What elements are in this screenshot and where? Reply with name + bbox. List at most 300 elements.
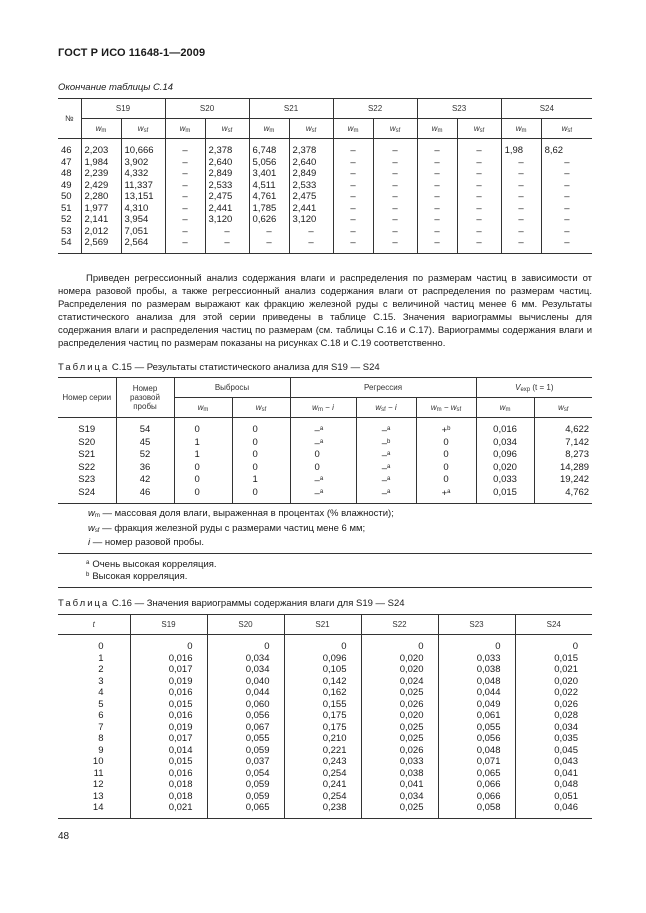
table-cell: 0,026 — [361, 745, 438, 757]
table-cell: – — [457, 237, 501, 253]
table-cell: 0,015 — [130, 699, 207, 711]
table-cell: – — [373, 203, 417, 215]
table-row — [58, 437, 592, 450]
table-cell: 0,034 — [207, 664, 284, 676]
table-cell: 0,061 — [438, 710, 515, 722]
table14-series-header: S19 — [81, 99, 165, 119]
table-cell: – — [333, 191, 373, 203]
table-cell: –$^a$ — [290, 474, 356, 487]
table-cell: – — [333, 180, 373, 192]
table-cell: – — [333, 237, 373, 253]
table-cell: 3,902 — [121, 157, 165, 169]
table-cell: –$^a$ — [356, 462, 416, 475]
table-cell: 52 — [58, 214, 81, 226]
table-cell: 2,239 — [81, 168, 121, 180]
table14-wm-header: wm — [81, 119, 121, 139]
table-cell: 0,254 — [284, 768, 361, 780]
table-cell: 0,034 — [476, 437, 534, 450]
table-cell: 0,021 — [130, 802, 207, 818]
table-cell: – — [373, 180, 417, 192]
table-cell: 0 — [130, 635, 207, 653]
table-cell: – — [333, 214, 373, 226]
table-cell: 0,175 — [284, 722, 361, 734]
legend-wsf: wsf — фракция железной руды с размерами частиц мене 6 мм; — [88, 522, 366, 534]
table-cell: 0,025 — [361, 733, 438, 745]
table-cell: – — [541, 214, 592, 226]
table-cell: 53 — [58, 226, 81, 238]
table-cell: – — [457, 214, 501, 226]
table-cell: 3,954 — [121, 214, 165, 226]
table-row — [58, 237, 592, 253]
table-cell: 0,056 — [438, 733, 515, 745]
table-cell: – — [417, 237, 457, 253]
table14-wm-header: wm — [501, 119, 541, 139]
table-cell: 4,332 — [121, 168, 165, 180]
table-cell: 0,626 — [249, 214, 289, 226]
table-cell: –$^a$ — [290, 487, 356, 504]
table14-wm-header: wm — [417, 119, 457, 139]
table-cell: 3 — [58, 676, 130, 688]
table-cell: 10 — [58, 756, 130, 768]
table-cell: 0 — [207, 635, 284, 653]
table-cell: 4,511 — [249, 180, 289, 192]
table-cell: 0 — [290, 462, 356, 475]
table-cell: 0,016 — [130, 768, 207, 780]
table-cell: 2,569 — [81, 237, 121, 253]
table-cell: 0,022 — [515, 687, 592, 699]
table-cell: 1 — [174, 449, 232, 462]
table-cell: 0,018 — [130, 791, 207, 803]
table-cell: 0 — [438, 635, 515, 653]
table-cell: 49 — [58, 180, 81, 192]
table16-series-header: S24 — [515, 615, 592, 635]
body-paragraph — [58, 272, 592, 350]
table-cell: 0,046 — [515, 802, 592, 818]
footnote-a: $^a$ Очень высокая корреляция. — [86, 558, 217, 570]
table-cell: 0,044 — [438, 687, 515, 699]
table-cell: 0,016 — [130, 687, 207, 699]
table-cell: 2,141 — [81, 214, 121, 226]
table-cell: 0,025 — [361, 687, 438, 699]
table14-series-header: S24 — [501, 99, 592, 119]
table-cell: 0,037 — [207, 756, 284, 768]
table-cell: – — [165, 191, 205, 203]
table-cell: 0,019 — [130, 722, 207, 734]
table-cell: 0,043 — [515, 756, 592, 768]
table-cell: 1,977 — [81, 203, 121, 215]
table-cell: 0,243 — [284, 756, 361, 768]
table-cell: 13,151 — [121, 191, 165, 203]
table-cell: 0,059 — [207, 779, 284, 791]
table-cell: – — [373, 237, 417, 253]
table-cell: 0,105 — [284, 664, 361, 676]
table-row — [58, 779, 592, 791]
table-cell: 3,120 — [205, 214, 249, 226]
table-row — [58, 474, 592, 487]
table-cell: – — [373, 168, 417, 180]
table-cell: 2 — [58, 664, 130, 676]
table-cell: 0 — [232, 449, 290, 462]
table-cell: – — [541, 191, 592, 203]
table-row — [58, 449, 592, 462]
standard-title: ГОСТ Р ИСО 11648-1—2009 — [58, 47, 206, 59]
table-cell: 0,038 — [361, 768, 438, 780]
table-cell: 0,055 — [438, 722, 515, 734]
table-cell: 0,017 — [130, 733, 207, 745]
table-cell: 3,401 — [249, 168, 289, 180]
table16-series-header: S19 — [130, 615, 207, 635]
table-cell: 0 — [416, 462, 476, 475]
table-cell: 54 — [58, 237, 81, 253]
table-cell: 0 — [58, 635, 130, 653]
table-cell: 0,162 — [284, 687, 361, 699]
table-cell: 0,038 — [438, 664, 515, 676]
table-cell: 2,640 — [205, 157, 249, 169]
table-cell: 0,096 — [284, 653, 361, 665]
table-cell: 0,096 — [476, 449, 534, 462]
table-cell: 50 — [58, 191, 81, 203]
table-row — [58, 214, 592, 226]
table-cell: S23 — [58, 474, 116, 487]
table-cell: 2,441 — [289, 203, 333, 215]
table14-wsf-header: wsf — [121, 119, 165, 139]
table-cell: 0 — [416, 437, 476, 450]
table-cell: – — [457, 139, 501, 157]
table-cell: 46 — [58, 139, 81, 157]
table-cell: 6 — [58, 710, 130, 722]
table-row — [58, 676, 592, 688]
table-cell: 2,640 — [289, 157, 333, 169]
table-cell: 1,984 — [81, 157, 121, 169]
table-cell: 0 — [284, 635, 361, 653]
table-cell: 0,025 — [361, 802, 438, 818]
vexp-symbol: V — [515, 382, 521, 392]
table15-reg-wm-wsf-header: wm − wsf — [416, 398, 476, 418]
table-cell: 0,021 — [515, 664, 592, 676]
table-cell: 6,748 — [249, 139, 289, 157]
table-cell: – — [165, 180, 205, 192]
table15 — [58, 377, 592, 588]
table-cell: 1,785 — [249, 203, 289, 215]
table-cell: – — [501, 191, 541, 203]
table-cell: 0,026 — [361, 699, 438, 711]
table-cell: 0,051 — [515, 791, 592, 803]
table15-caption-prefix: Таблица — [58, 362, 110, 373]
table-cell: 52 — [116, 449, 174, 462]
table-cell: 1 — [58, 653, 130, 665]
table-cell: 10,666 — [121, 139, 165, 157]
table-cell: – — [457, 226, 501, 238]
table-cell: 4,761 — [249, 191, 289, 203]
table-cell: – — [541, 168, 592, 180]
table-row — [58, 664, 592, 676]
table-row — [58, 756, 592, 768]
table-cell: 0,020 — [361, 710, 438, 722]
table-cell: 0 — [515, 635, 592, 653]
table-row — [58, 768, 592, 780]
table14-wsf-header: wsf — [289, 119, 333, 139]
table-cell: 0,065 — [207, 802, 284, 818]
paragraph-text: Приведен регрессионный анализ содержания влаги и распределения по размерам частиц в зависимости от номера разовой пробы, а также регрессионный анализ содержания влаги от распределения по размерам частиц. Распределения по размерам выражают как фракцию железной руды с величиной частиц менее 6 мм. Результаты статистического анализа для этой серии приведены в таблице С.15. Значения вариограммы вычислены для содержания влаги и распределения частиц по размерам (см. таблицы С.16 и С.17). Вариограммы содержания влаги и распределения частиц по размерам показаны на рисунках С.18 и С.19 соответственно. — [58, 273, 592, 349]
table-cell: – — [333, 157, 373, 169]
table-cell: 0 — [174, 474, 232, 487]
table-cell: – — [165, 157, 205, 169]
table-cell: – — [541, 203, 592, 215]
table16-t-header: t — [58, 615, 130, 635]
table-cell: 0,045 — [515, 745, 592, 757]
table-cell: – — [289, 237, 333, 253]
table-cell: 2,203 — [81, 139, 121, 157]
table-cell: 0 — [232, 462, 290, 475]
table-cell: 1 — [232, 474, 290, 487]
table-cell: 0 — [232, 418, 290, 437]
table-cell: – — [457, 180, 501, 192]
table-cell: 1,98 — [501, 139, 541, 157]
table15-footnotes — [58, 553, 592, 587]
table-row — [58, 418, 592, 437]
table-cell: 0 — [232, 437, 290, 450]
table-row — [58, 653, 592, 665]
table-cell: – — [417, 157, 457, 169]
vexp-tail: (t = 1) — [530, 382, 554, 392]
table-cell: S19 — [58, 418, 116, 437]
table14-wm-header: wm — [249, 119, 289, 139]
table-cell: 5,056 — [249, 157, 289, 169]
table-cell: 0,210 — [284, 733, 361, 745]
table-cell: 13 — [58, 791, 130, 803]
table-cell: 48 — [58, 168, 81, 180]
table-cell: – — [501, 180, 541, 192]
table-cell: – — [333, 139, 373, 157]
table-cell: – — [373, 139, 417, 157]
page-number: 48 — [58, 831, 70, 842]
table-cell: – — [417, 191, 457, 203]
table-row — [58, 180, 592, 192]
table-cell: 8 — [58, 733, 130, 745]
table-cell: 4,762 — [534, 487, 592, 504]
table14-wsf-header: wsf — [457, 119, 501, 139]
legend-wm: wm — массовая доля влаги, выраженная в процентах (% влажности); — [88, 508, 394, 519]
table15-caption — [58, 362, 380, 373]
table14-series-header: S20 — [165, 99, 249, 119]
table-cell: – — [165, 226, 205, 238]
table-cell: –$^a$ — [356, 487, 416, 504]
table-cell: – — [417, 214, 457, 226]
table-cell: –$^a$ — [290, 437, 356, 450]
table-cell: 0,020 — [361, 664, 438, 676]
table15-legend — [58, 504, 592, 554]
table-cell: – — [541, 237, 592, 253]
table-cell: 0,040 — [207, 676, 284, 688]
table16-series-header: S21 — [284, 615, 361, 635]
table16-caption-text: С.16 — Значения вариограммы содержания влаги для S19 — S24 — [109, 598, 405, 609]
table-row — [58, 157, 592, 169]
table15-vexp-wm-header: wm — [476, 398, 534, 418]
table-cell: 2,849 — [289, 168, 333, 180]
table-cell: 0,033 — [438, 653, 515, 665]
table15-vexp-header — [476, 378, 592, 398]
table-row — [58, 687, 592, 699]
table-cell: 0 — [416, 449, 476, 462]
table-cell: 2,533 — [289, 180, 333, 192]
table14-wsf-header: wsf — [373, 119, 417, 139]
table-cell: – — [501, 226, 541, 238]
table14-series-header: S23 — [417, 99, 501, 119]
table-cell: 0,142 — [284, 676, 361, 688]
table-cell: – — [501, 214, 541, 226]
table-cell: –$^a$ — [290, 418, 356, 437]
table-cell: – — [541, 226, 592, 238]
table-cell: 0,175 — [284, 710, 361, 722]
table-cell: 0,066 — [438, 779, 515, 791]
table16-series-header: S22 — [361, 615, 438, 635]
table15-outliers-wm-header: wm — [174, 398, 232, 418]
table-cell: – — [417, 226, 457, 238]
table-cell: 0,020 — [361, 653, 438, 665]
legend-i: i — номер разовой пробы. — [88, 537, 204, 548]
table-cell: S22 — [58, 462, 116, 475]
table-cell: 0,254 — [284, 791, 361, 803]
table14-series-header: S21 — [249, 99, 333, 119]
table-cell: 0 — [174, 418, 232, 437]
table-cell: S21 — [58, 449, 116, 462]
table-cell: 0,020 — [515, 676, 592, 688]
table-cell: 0,026 — [515, 699, 592, 711]
table-cell: – — [501, 157, 541, 169]
table-cell: – — [417, 180, 457, 192]
table-cell: – — [541, 157, 592, 169]
table14-no-header: № — [58, 99, 81, 139]
table-cell: – — [373, 226, 417, 238]
table-cell: – — [333, 226, 373, 238]
table-cell: – — [205, 226, 249, 238]
table-cell: 0,054 — [207, 768, 284, 780]
table15-reg-wm-i-header: wm − i — [290, 398, 356, 418]
table-cell: –$^a$ — [356, 418, 416, 437]
table-cell: 0,065 — [438, 768, 515, 780]
table-cell: 42 — [116, 474, 174, 487]
table-cell: 2,378 — [205, 139, 249, 157]
table-cell: 54 — [116, 418, 174, 437]
table-cell: – — [457, 157, 501, 169]
table-cell: 0,034 — [515, 722, 592, 734]
table-row — [58, 168, 592, 180]
table-cell: 0,055 — [207, 733, 284, 745]
table-cell: 0,015 — [476, 487, 534, 504]
table-cell: 0 — [232, 487, 290, 504]
table15-vexp-wsf-header: wsf — [534, 398, 592, 418]
table-cell: – — [541, 180, 592, 192]
table-row — [58, 699, 592, 711]
table-cell: S20 — [58, 437, 116, 450]
table-cell: – — [457, 191, 501, 203]
table-cell: 2,441 — [205, 203, 249, 215]
table-cell: 11 — [58, 768, 130, 780]
table-cell: S24 — [58, 487, 116, 504]
table-cell: – — [417, 168, 457, 180]
table-cell: 0,015 — [130, 756, 207, 768]
table14-wsf-header: wsf — [205, 119, 249, 139]
table-cell: 0,016 — [130, 653, 207, 665]
table-cell: 0,033 — [361, 756, 438, 768]
table14-wm-header: wm — [333, 119, 373, 139]
table-cell: 0,016 — [476, 418, 534, 437]
table-cell: 0,041 — [515, 768, 592, 780]
table14-caption: Окончание таблицы С.14 — [58, 82, 174, 93]
table-cell: 0,019 — [130, 676, 207, 688]
table-cell: 0,025 — [361, 722, 438, 734]
table-cell: 9 — [58, 745, 130, 757]
table-cell: 0,018 — [130, 779, 207, 791]
table-cell: 12 — [58, 779, 130, 791]
table-cell: 0,028 — [515, 710, 592, 722]
table-cell: 1 — [174, 437, 232, 450]
table-cell: – — [417, 139, 457, 157]
table16-series-header: S20 — [207, 615, 284, 635]
table-cell: 0,015 — [515, 653, 592, 665]
table-row — [58, 722, 592, 734]
table15-sample-header: Номер разовой пробы — [116, 378, 174, 418]
table-cell: 3,120 — [289, 214, 333, 226]
table-cell: – — [373, 214, 417, 226]
table16-caption-prefix: Таблица — [58, 598, 110, 609]
table-cell: – — [501, 237, 541, 253]
table-cell: 0,048 — [438, 745, 515, 757]
table-cell: – — [205, 237, 249, 253]
table-cell: – — [165, 237, 205, 253]
table-cell: 2,564 — [121, 237, 165, 253]
table-cell: 2,475 — [289, 191, 333, 203]
table15-caption-text: С.15 — Результаты статистического анализа для S19 — S24 — [109, 362, 380, 373]
table-cell: 14,289 — [534, 462, 592, 475]
table-row — [58, 635, 592, 653]
table-row — [58, 139, 592, 157]
table16-caption — [58, 598, 405, 609]
table-row — [58, 710, 592, 722]
table-cell: 0,060 — [207, 699, 284, 711]
table-cell: – — [165, 168, 205, 180]
table-cell: 0,221 — [284, 745, 361, 757]
footnote-b: $^b$ Высокая корреляция. — [86, 571, 188, 582]
table-cell: –$^a$ — [356, 474, 416, 487]
table-row — [58, 791, 592, 803]
table-cell: 0,238 — [284, 802, 361, 818]
table14 — [58, 98, 592, 254]
table-cell: 11,337 — [121, 180, 165, 192]
table-cell: 0,041 — [361, 779, 438, 791]
table-cell: – — [373, 157, 417, 169]
table-cell: – — [165, 214, 205, 226]
table-cell: 2,849 — [205, 168, 249, 180]
table-cell: –$^b$ — [356, 437, 416, 450]
table-cell: 36 — [116, 462, 174, 475]
table-cell: 2,012 — [81, 226, 121, 238]
table-cell: – — [333, 203, 373, 215]
table15-outliers-header: Выбросы — [174, 378, 290, 398]
table-cell: 0,067 — [207, 722, 284, 734]
table-cell: 4,310 — [121, 203, 165, 215]
table-cell: 0,024 — [361, 676, 438, 688]
table15-outliers-wsf-header: wsf — [232, 398, 290, 418]
table-row — [58, 802, 592, 818]
table-cell: – — [165, 139, 205, 157]
table15-regression-header: Регрессия — [290, 378, 476, 398]
table-cell: 0 — [174, 462, 232, 475]
table-cell: +$^b$ — [416, 418, 476, 437]
table-cell: 0,033 — [476, 474, 534, 487]
table-cell: 0,014 — [130, 745, 207, 757]
table15-reg-wsf-i-header: wsf − i — [356, 398, 416, 418]
